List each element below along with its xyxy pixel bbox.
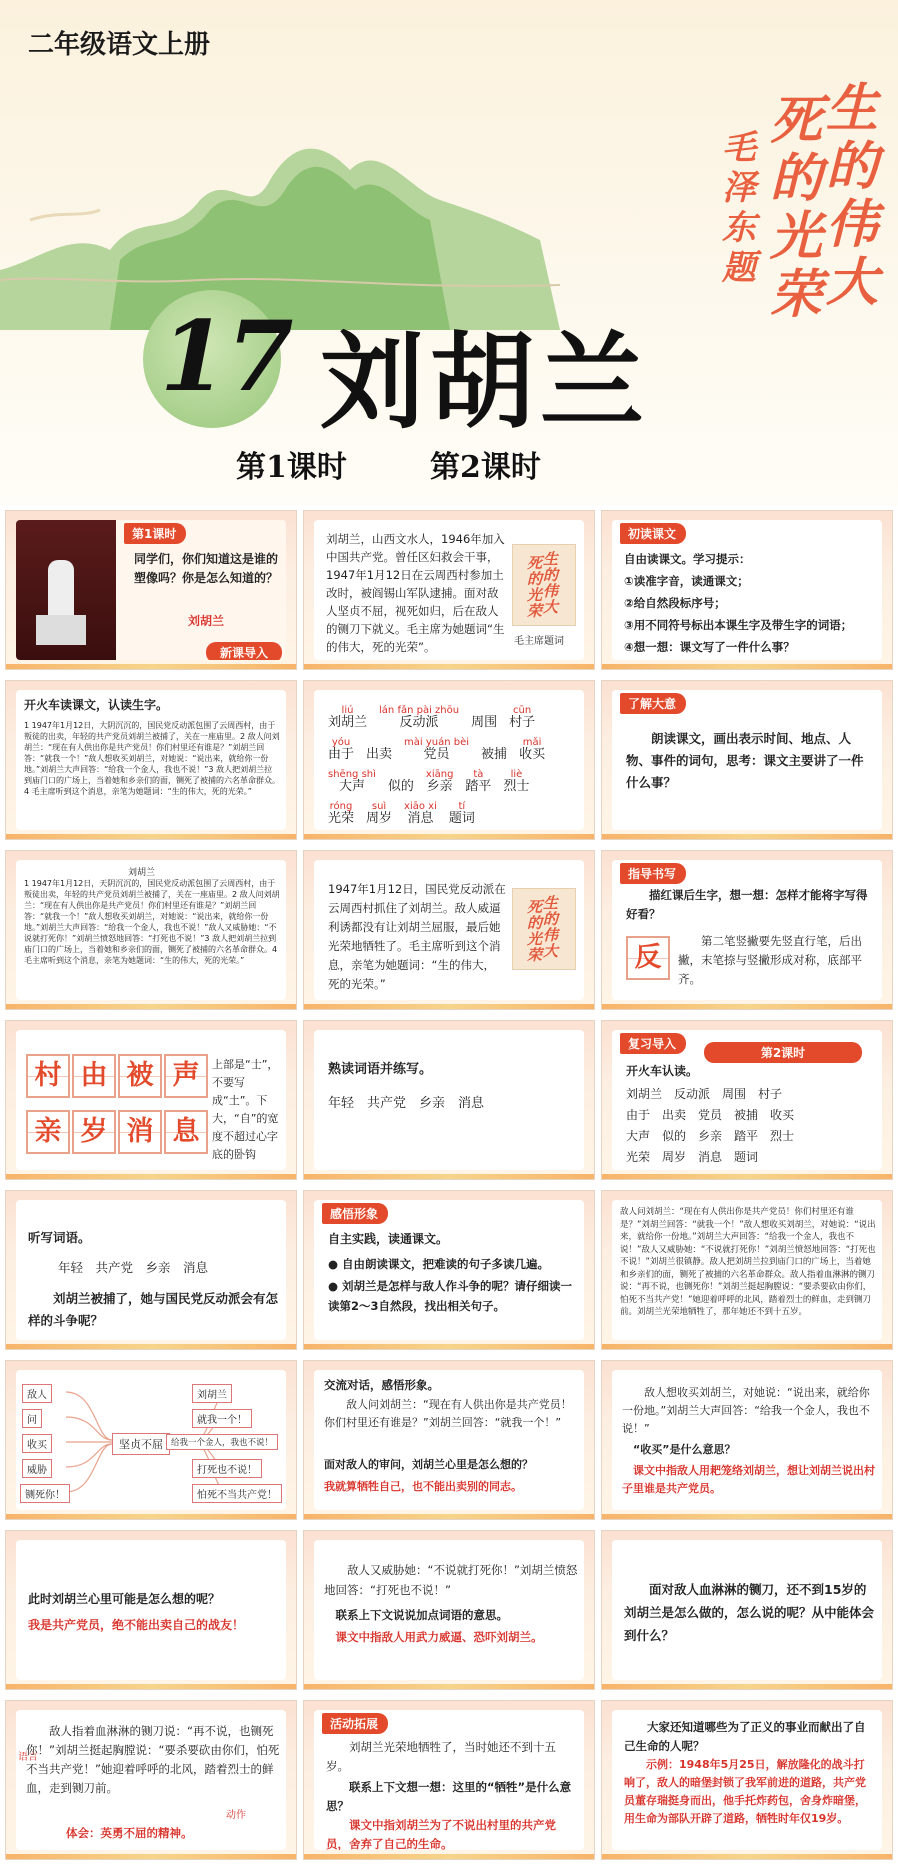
slide-body: 敌人问刘胡兰：“现在有人供出你是共产党员！你们村里还有谁是？”刘胡兰回答：“就我一个！”敌人想收买刘胡兰，对她说：“说出来，就给你一份地。”刘胡兰大声回答：“给我一个金人，我也不说！”敌人又威胁她：“不说就打死你！”刘胡兰愤怒地回答：“打死也不说！”刘胡兰很镇静。敌人把刘胡兰拉到庙门口的广场上，当着她和乡亲们的面，铡死了被捕的六名革命群众。敌人指着血淋淋的铡刀说：“再不说，也铡死你！”刘胡兰挺起胸膛说：“要杀要砍由你们，怕死不当共产党！”她迎着呼呼的北风，踏着烈士的鲜血，走到铡刀前。刘胡兰光荣地牺牲了，那年她还不到十五岁。	[620, 1207, 876, 1317]
mindmap-center: 坚贞不屈	[112, 1433, 170, 1455]
slide-text: 同学们，你们知道这是谁的塑像吗？你是怎么知道的？	[134, 552, 279, 585]
slide-8[interactable]	[303, 850, 595, 1010]
character-box: 消	[118, 1110, 162, 1154]
character-box: 反	[626, 936, 670, 980]
slide-tag: 第1课时	[124, 523, 186, 544]
slide-tag: 了解大意	[620, 693, 686, 714]
bottom-strip	[6, 1004, 296, 1009]
slide-answer: 刘胡兰	[188, 614, 225, 628]
bottom-strip	[6, 1854, 296, 1859]
session-2-link[interactable]: 第2课时	[430, 450, 541, 485]
character-box: 亲	[26, 1110, 70, 1154]
slide-text: 第二笔竖撇要先竖直行笔，后出撇，末笔捺与竖撇形成对称，底部平齐。	[678, 934, 862, 986]
slide-15[interactable]	[601, 1190, 893, 1350]
inscription-stamp: 生的伟大 死的光荣	[512, 888, 576, 970]
slide-question: 联系上下文想一想：这里的“牺牲”是什么意思？	[326, 1780, 572, 1813]
slide-body: 1 1947年1月12日，大阴沉沉的，国民党反动派包围了云周西村，由于叛徒的出卖，年轻的共产党员刘胡兰被捕了，关在一座庙里。2 敌人问刘胡兰：“现在有人供出你是共产党员！你们村里还有谁是？”刘胡兰回答：“就我一个！”敌人想收买刘胡兰，对她说：“说出来，就给你一份地。”刘胡兰大声回答：“给我一个金人，我也不说！”3 敌人把刘胡兰拉到庙门口的广场上，当着她和乡亲们的面，铡死了被捕的六名革命群众。4 毛主席听到这个消息，亲笔为她题词：“生的伟大，死的光荣。”	[24, 721, 280, 796]
slide-20[interactable]	[303, 1530, 595, 1690]
slide-9[interactable]	[601, 850, 893, 1010]
bottom-strip	[304, 1514, 594, 1519]
bottom-strip	[6, 1514, 296, 1519]
slide-text: 刘胡兰，山西文水人，1946年加入中国共产党。曾任区妇救会干事，1947年1月12日在云周西村参加土改时，被阎锡山军队逮捕。面对敌人坚贞不屈，视死如归，后在敌人的铡刀下就义。毛主席为她题词“生的伟大，死的光荣”。	[326, 532, 505, 654]
slide-quote: 敌人指着血淋淋的铡刀说：“再不说，也铡死你！”刘胡兰挺起胸膛说：“要杀要砍由你们，怕死不当共产党！”她迎着呼呼的北风，踏着烈士的鲜血，走到铡刀前。	[26, 1724, 280, 1795]
bottom-strip	[6, 1174, 296, 1179]
cover-slide	[0, 0, 898, 505]
slide-answer: 课文中指敌人用武力威逼、恐吓刘胡兰。	[335, 1630, 543, 1644]
slide-quote: 敌人又威胁她：“不说就打死你！”刘胡兰愤怒地回答：“打死也不说！”	[324, 1563, 578, 1597]
lesson-title: 刘胡兰	[320, 320, 651, 443]
slide-5[interactable]	[303, 680, 595, 840]
slide-question: 联系上下文说说加点词语的意思。	[335, 1608, 508, 1622]
lesson-number: 17	[160, 300, 294, 413]
slide-note: 上部是“士”，不要写成“土”。下大，“自”的宽度不超过心字底的卧钩	[212, 1058, 279, 1161]
slide-4[interactable]	[5, 680, 297, 840]
slide-tag: 初读课文	[620, 523, 686, 544]
slide-title: 熟读词语并练写。	[328, 1062, 433, 1077]
bottom-strip	[304, 1854, 594, 1859]
label-speech: 语言	[18, 1752, 38, 1763]
mindmap-left-1: 问	[22, 1409, 42, 1428]
slide-24[interactable]	[601, 1700, 893, 1860]
bottom-strip	[6, 1684, 296, 1689]
bottom-strip	[304, 1684, 594, 1689]
slide-answer: 课文中指刘胡兰为了不说出村里的共产党员，舍弃了自己的生命。	[326, 1818, 556, 1850]
bottom-strip	[602, 1684, 892, 1689]
slide-tag: 指导书写	[620, 863, 686, 884]
slide-answer: 课文中指敌人用耙笼络刘胡兰，想让刘胡兰说出村子里谁是共产党员。	[622, 1464, 875, 1495]
slide-text: 朗读课文，画出表示时间、地点、人物、事件的词句，思考：课文主要讲了一件什么事？	[626, 731, 864, 790]
word-grid: liú 刘胡兰 lán fǎn pài zhōu 反动派 周围 cūn 村子 yóu 由于 出卖 mài yuán bèi 党员 被捕 mǎi 收买 shēng shì 大声 似的 xiāng 乡亲 tà 踏平 liè 烈士 róng 光荣 suì 周岁 xiāo xi 消息 tí 题词	[328, 705, 546, 826]
slide-question: 描红课后生字，想一想：怎样才能将字写得好看？	[626, 888, 868, 921]
character-box: 岁	[72, 1110, 116, 1154]
bottom-strip	[304, 834, 594, 839]
slide-1[interactable]	[5, 510, 297, 670]
mindmap-right-2: 给我一个金人，我也不说！	[166, 1434, 278, 1450]
slide-question: 大家还知道哪些为了正义的事业而献出了自己生命的人呢？	[624, 1720, 866, 1753]
slide-7[interactable]	[5, 850, 297, 1010]
slide-title: 自主实践，读通课文。	[328, 1232, 449, 1246]
session-1-link[interactable]: 第1课时	[236, 450, 347, 485]
slide-question: “收买”是什么意思？	[633, 1443, 736, 1456]
bottom-strip	[6, 664, 296, 669]
mindmap-left-4: 铡死你！	[20, 1484, 70, 1503]
session-badge: 第2课时	[704, 1042, 862, 1063]
mindmap-right-1: 就我一个！	[192, 1409, 252, 1428]
slide-3[interactable]	[601, 510, 893, 670]
slide-12[interactable]	[601, 1020, 893, 1180]
slide-body: 1 1947年1月12日，天阴沉沉的，国民党反动派包围了云周西村，由于叛徒出卖，年轻的共产党员刘胡兰被捕了，关在一座庙里。2 敌人问刘胡兰：“现在有人供出你是共产党员！你们村里还有谁是？”刘胡兰回答：“就我一个！”敌人想收买刘胡兰，对她说：“说出来，就给你一份地。”刘胡兰大声回答：“给我一个金人，我也不说！”敌人又威胁她：“不说就打死你！”刘胡兰愤怒地回答：“打死也不说！”3 敌人把刘胡兰拉到庙门口的广场上，当着她和乡亲们的面，铡死了被捕的六名革命群众。4 毛主席听到这个消息，亲笔为她题词：“生的伟大，死的光荣。”	[24, 879, 280, 965]
inscription-signature: 毛泽东题	[722, 128, 756, 288]
slide-17[interactable]	[303, 1360, 595, 1520]
slide-18[interactable]	[601, 1360, 893, 1520]
slide-quote: 敌人问刘胡兰：“现在有人供出你是共产党员！你们村里还有谁是？”刘胡兰回答：“就我一个！”	[324, 1398, 572, 1429]
mindmap-right-4: 怕死不当共产党！	[192, 1484, 282, 1503]
slide-title: 交流对话，感悟形象。	[324, 1378, 439, 1392]
bottom-strip	[6, 834, 296, 839]
inscription-stamp: 生的伟大 死的光荣	[512, 544, 576, 626]
mindmap-left-0: 敌人	[22, 1384, 52, 1403]
slide-rows: 刘胡兰 反动派 周围 村子 由于 出卖 党员 被捕 收买 大声 似的 乡亲 踏平 烈士 光荣 周岁 消息 题词	[626, 1087, 795, 1164]
slide-title: 听写词语。	[28, 1230, 91, 1245]
slide-answer: 体会：英勇不屈的精神。	[66, 1826, 193, 1840]
bottom-strip	[304, 664, 594, 669]
bottom-strip	[602, 1004, 892, 1009]
inscription-line2: 死的光荣	[770, 90, 823, 325]
statue-image	[16, 520, 116, 660]
slide-tag: 活动拓展	[322, 1713, 388, 1734]
slide-question: 面对敌人的审问，刘胡兰心里是怎么想的？	[324, 1458, 533, 1471]
slide-words: 年轻 共产党 乡亲 消息	[328, 1096, 485, 1111]
slide-badge: 新课导入	[206, 642, 282, 660]
slide-13[interactable]	[5, 1190, 297, 1350]
bottom-strip	[304, 1174, 594, 1179]
character-box: 由	[72, 1054, 116, 1098]
bottom-strip	[602, 664, 892, 669]
label-action: 动作	[226, 1810, 246, 1821]
bullet-1: ● 自由朗读课文，把难读的句子多读几遍。	[328, 1257, 550, 1271]
slide-title: 开火车认读。	[626, 1064, 699, 1078]
character-box: 声	[164, 1054, 208, 1098]
slide-quote: 敌人想收买刘胡兰，对她说：“说出来，就给你一份地。”刘胡兰大声回答：“给我一个金人，我也不说！”	[622, 1386, 870, 1435]
mindmap-right-0: 刘胡兰	[192, 1384, 232, 1403]
slide-21[interactable]	[601, 1530, 893, 1690]
slide-text: 刘胡兰光荣地牺牲了，当时她还不到十五岁。	[326, 1740, 556, 1773]
slide-words: 年轻 共产党 乡亲 消息	[58, 1260, 209, 1275]
bullet-2: ● 刘胡兰是怎样与敌人作斗争的呢？请仔细读一读第2～3自然段，找出相关句子。	[328, 1279, 573, 1313]
slide-title: 刘胡兰	[128, 868, 156, 878]
character-box: 被	[118, 1054, 162, 1098]
slide-text: 1947年1月12日，国民党反动派在云周西村抓住了刘胡兰。敌人威逼利诱都没有让刘胡兰屈服，最后她光荣地牺牲了。毛主席听到这个消息，亲笔为她题词：“生的伟大，死的光荣。”	[328, 882, 506, 991]
bottom-strip	[602, 1344, 892, 1349]
bottom-strip	[602, 1514, 892, 1519]
mindmap-left-2: 收买	[22, 1434, 52, 1453]
bottom-strip	[602, 834, 892, 839]
slide-19[interactable]	[5, 1530, 297, 1690]
slide-22[interactable]	[5, 1700, 297, 1860]
slide-14[interactable]	[303, 1190, 595, 1350]
slide-answer: 示例：1948年5月25日，解放隆化的战斗打响了，敌人的暗堡封锁了我军前进的道路，共产党员董存瑞挺身而出，他手托炸药包，舍身炸暗堡，用生命为部队开辟了道路，牺牲时年仅19岁。	[624, 1758, 866, 1825]
inscription-line1: 生的伟大	[826, 78, 879, 313]
slide-question: 此时刘胡兰心里可能是怎么想的呢？	[28, 1592, 221, 1606]
slide-2[interactable]	[303, 510, 595, 670]
slide-10[interactable]	[5, 1020, 297, 1180]
slide-11[interactable]	[303, 1020, 595, 1180]
slide-16[interactable]	[5, 1360, 297, 1520]
slide-title: 开火车读课文，认读生字。	[24, 698, 169, 712]
slide-text: 面对敌人血淋淋的铡刀，还不到15岁的刘胡兰是怎么做的，怎么说的呢？从中能体会到什么？	[624, 1582, 875, 1643]
slide-question: 刘胡兰被捕了，她与国民党反动派会有怎样的斗争呢？	[28, 1291, 279, 1328]
slide-23[interactable]	[303, 1700, 595, 1860]
slide-answer: 我是共产党员，绝不能出卖自己的战友！	[28, 1618, 245, 1632]
stamp-caption: 毛主席题词	[514, 636, 564, 647]
slide-6[interactable]	[601, 680, 893, 840]
bottom-strip	[602, 1174, 892, 1179]
character-box: 息	[164, 1110, 208, 1154]
bottom-strip	[6, 1344, 296, 1349]
slide-tag: 感悟形象	[322, 1203, 388, 1224]
character-box: 村	[26, 1054, 70, 1098]
bottom-strip	[304, 1344, 594, 1349]
mindmap-left-3: 威胁	[22, 1459, 52, 1478]
bottom-strip	[304, 1004, 594, 1009]
grade-label: 二年级语文上册	[28, 30, 211, 60]
mountain-illustration	[0, 110, 560, 330]
slide-answer: 我就算牺牲自己，也不能出卖别的同志。	[324, 1480, 522, 1493]
bottom-strip	[602, 1854, 892, 1859]
slide-tag: 复习导入	[620, 1033, 686, 1054]
slide-lines: 自由读课文。学习提示： ①读准字音，读通课文； ②给自然段标序号； ③用不同符号标出本课生字及带生字的词语； ④想一想：课文写了一件什么事？	[624, 552, 853, 654]
mindmap-right-3: 打死也不说！	[192, 1459, 262, 1478]
